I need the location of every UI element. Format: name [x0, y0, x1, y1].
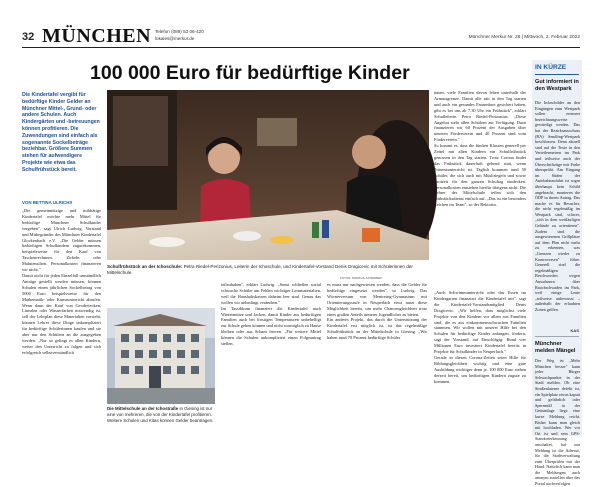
- sidebar-item-1-text: Die Infoschilder an den Eingängen zum Westpark sollen erneuert bezeichnungsweise gewürdigt werden. Das hat der Bezirksausschuss (BA) Sendling-Westpark beschlossen. Denn aktuell sind auf die Texte in den Verteilermeiern im Park und teilweise auch der Überschriftzüge mit Farbe übersprüht. Am Eingang im Süden der Autobahnzufahrt ist sogar überhaupt kein Schild angebracht, monieren die ÖDP in ihrem Antrag. Das mache es für Besucher, die nicht regelmäßig im Westpark sind, schwer, „sich in dem weitläufigen Gelände zu orientieren". Zudem sind die ausgewiesenen Grillplätze auf dem Plan nicht mehr zu erkennen, was „Grenzen wieder zu Kontroversen" führe. Generell sind die regelmäßigen Beschwerden wegen Anwohnern über Rauchschwaden im Park, weil einige Leute „teilweise unbewusst – außerhalb der erlaubten Zonen grillen.: [535, 100, 580, 312]
- main-photo-caption-lead: Schulfrühstück an der Ichoschule:: [107, 264, 183, 269]
- photo-school-building: [107, 308, 215, 404]
- main-photo: [107, 90, 429, 260]
- page-header: [20, 26, 582, 46]
- article-column-4: innen, viele Familien davon leben unterhalb der Armutsgrenze. Damit alle satt in den Tag starten und auch ein gesundes Pausenbrot gesichert haben, gibt es bei uns ab 7.30 Uhr ein Frühstück", erklärt Schulleiterin Petra Riedel-Perizonius. „Diese Angebot steht allen Schülern zur Verfügung. Dazu finanzieren wir 60 Prozent der Ausgaben über unseren Förderverein und 40 Prozent sind vom Förderverein." So kommt es, dass die fünften Klassen generell per Zettel mit allen Kindern ein Schulfrühstück genossen in den Tag starten. Trotz Corona findet das Frühstück dauerhaft gehend statt, wenn Präsenzunterricht ist. Täglich kommen rund 50 Schüler, die sich auch mit Müsliriegeln und sowie Brotzeit für den ganzen Schultag eindecken. Personalkosten entstehen hierfür übrigens nicht. Die Lehrer der Mittelschule teilen sich den Frühstücksdienst einfach auf. „Das ist ein besonders Zeichen im Team", so der Rektorin.: [434, 90, 526, 208]
- sidebar-item-2-text: Der Weg ist „Mehr München besser" kann jeder Bürger Schwachpunkte in der Stadt melden. Ob eine Straßenlaterne defekt ist, ein Spielplatz etwas kaputt und gefährlich oder Sperrmüll in der Grünanlage liegt: eine kurze Meldung reicht. Bisher kann man gleich mit hochladen. Wer vor Ort ist und sein GPS-Standorterkennung anschaltet, hat nur Meldung ist die Adresse, für die Stadtverwaltung zum Überprüfen nur der Hand. Natürlich kann man die Meldungen auch anonym zustellen über das Portal nachverfolgen.: [535, 358, 581, 487]
- section-title: MÜNCHEN: [42, 25, 152, 47]
- school-photo-caption-lead: Die Mittelschule an der Ichostraße: [107, 406, 179, 411]
- page-number: 32: [22, 31, 35, 43]
- contact-phone: Telefon (089) 53 06-420: [155, 29, 204, 34]
- school-photo-caption: [107, 406, 215, 423]
- school-photo: [107, 308, 215, 404]
- header-rule: [22, 47, 580, 48]
- sidebar-in-kuerze: [532, 60, 582, 487]
- byline: VON BETTINA ULRICHS: [22, 200, 73, 205]
- sidebar-item-2-title: Münchner melden Mängel: [535, 341, 576, 354]
- main-photo-caption: [107, 264, 429, 276]
- article-column-2: teilzuhaben", erklärt Ludwig. „Sonst schließen sozial schwache Schüler am Fehlen wichtiger Lernmaterialien, weil die Haushaltskassen daheim leer sind. Genau das wollen wir unbedingt verändern." Im Tassilikum finanziert die Kindertafel auch Wintermütze und Jacken, damit Kinder aus bedürftigen Familien auch bei frostigen Temperaturen unbehelligt zur Schule gehen können und nicht womöglich zu Hause bleiben oder aus Scham frieren. „Für weitere Mittel können die Schulen unkompliziert einen Folgeantrag stellen,: [221, 282, 321, 347]
- main-photo-caption-text: Petra Riedel-Perizonius, Leiterin der Ichoschule, und Kindertafel-Vorstand Denis Dragicevic mit Schülerinnen der Mittelschule.: [107, 264, 413, 275]
- sidebar-heading: IN KÜRZE: [535, 64, 567, 71]
- headline: 100 000 Euro für bedürftige Kinder: [90, 62, 410, 84]
- sidebar-rule: [535, 74, 579, 75]
- photo-school-breakfast: [107, 90, 429, 260]
- article-lead: Die Kindertafel vergibt für bedürftige Kinder Gelder an Münchner Mittel-, Grund- oder andere Schulen. Auch Kindergärten und -betreuungen können profitieren. Die Zuwendungen sind einfach als sogenannte Sockelbeträge beziehbar. Größere Summen stehen für aufwendigere Projekte wie etwa das Schulfrühstück bereit.: [22, 92, 100, 173]
- article-column-1: „Die gemeinnützige und mildtätige Kindertafel möchte mehr Mittel für bedürftige Münchner Schulkinder vergeben", sagt Ulrich Ludwig. Vorstand und Mitbegründer des Münchner Kindertafel Glockenbach e.V. „Die Gelder müssen bedürftigen Schulkindern zugutekommen, beispielsweise für den Kauf von Taschenrechnern, Zirkeln oder Malutensilien. Personalkosten finanzieren wir nicht." Damit nicht für jeden Einzelfall umständlich Anträge gestellt werden müssen, können Schulen einen jährlichen Sockelbetrag von 5000 Euro beispielsweise für den Mathematik- oder Kunstunterricht abrufen. Wenn dann der Kauf von Geodreiecken, Linealen oder Wasserfarben notwendig ist, soll der Lehrplan diese Materialien vorsieht, können Lehrer diese Dinge unkompliziert für bedürftige Schülerinnen kaufen und sie aber nur den Schülern an die ausgegeben werden. „Nur so gelingt es allen Kindern, weiter den Unterricht zu folgen und sich erfolgreich selbstverständlich: [22, 208, 102, 355]
- dateline: Münchner Merkur Nr. 26 | Mittwoch, 2. Februar 2022: [468, 35, 580, 40]
- sidebar-item-1-title: Gut informiert in den Westpark: [535, 79, 579, 92]
- sidebar-divider: [535, 336, 579, 337]
- sidebar-item-1-signature: KAS: [570, 328, 579, 333]
- school-photo-caption-text: in Giesing ist nur eine von mehreren, die von der Kindertafel profitieren. Weitere Schulen und Kitas können Gelder beantragen.: [107, 406, 214, 423]
- photo-credit: FOTOS: MARKUS ASTERBER: [340, 276, 382, 280]
- article-column-5: „Auch Schwimmunterricht oder das Essen im Kindergarten finanziert die Kindertafel mit", sagt die Kindertafel-Vorstandsmitglied Denis Dragicevic. „Wir helfen, dass möglichst viele Projekte von den Kindern vor allem aus Familien sind, die es aus einkommensschwachen Familien stammen. Wir wollen mit unserer Hilfe bei den Schulen für bedürftige Kinder anfangen, fördern, sagt der Vorstand, auf Einschlägig: Rund vier Millionen Euro investiert Kindertafel bereits in Projekte für Schulkinder in Neuperlach." Gerade in diesen Corona-Zeiten seien Hilfe für Bildungsgleichheit wichtig und eine gute Ausbildung wichtiger denn je. 100 000 Euro stehen derzeit bereit, um bedürftigen Kindern zugute zu kommen.: [434, 290, 526, 384]
- contact-email: lokales@merkur.de: [155, 36, 195, 41]
- article-column-3: es muss nur nachgewiesen werden, dass die Gelder für bedürftige eingesetzt werden", so Ludwig. Das Wörnerversum von Mentoring-Gymnasium mit Orientierungsstufe in Neuperlach etwa nutzt diese Möglichkeit bereits, um mehr Chancengleichheit trotz eines großen Anteils ärmerer Jugendlicher zu bieten. Ein anderes Projekt, das durch die Unterstützung der Kindertafel erst möglich ist, ist das regelmäßige Schulfrühstück an der Mittelschule in Giesing. „Wir haben rund 70 Prozent bedürftige Schüler: [327, 282, 427, 341]
